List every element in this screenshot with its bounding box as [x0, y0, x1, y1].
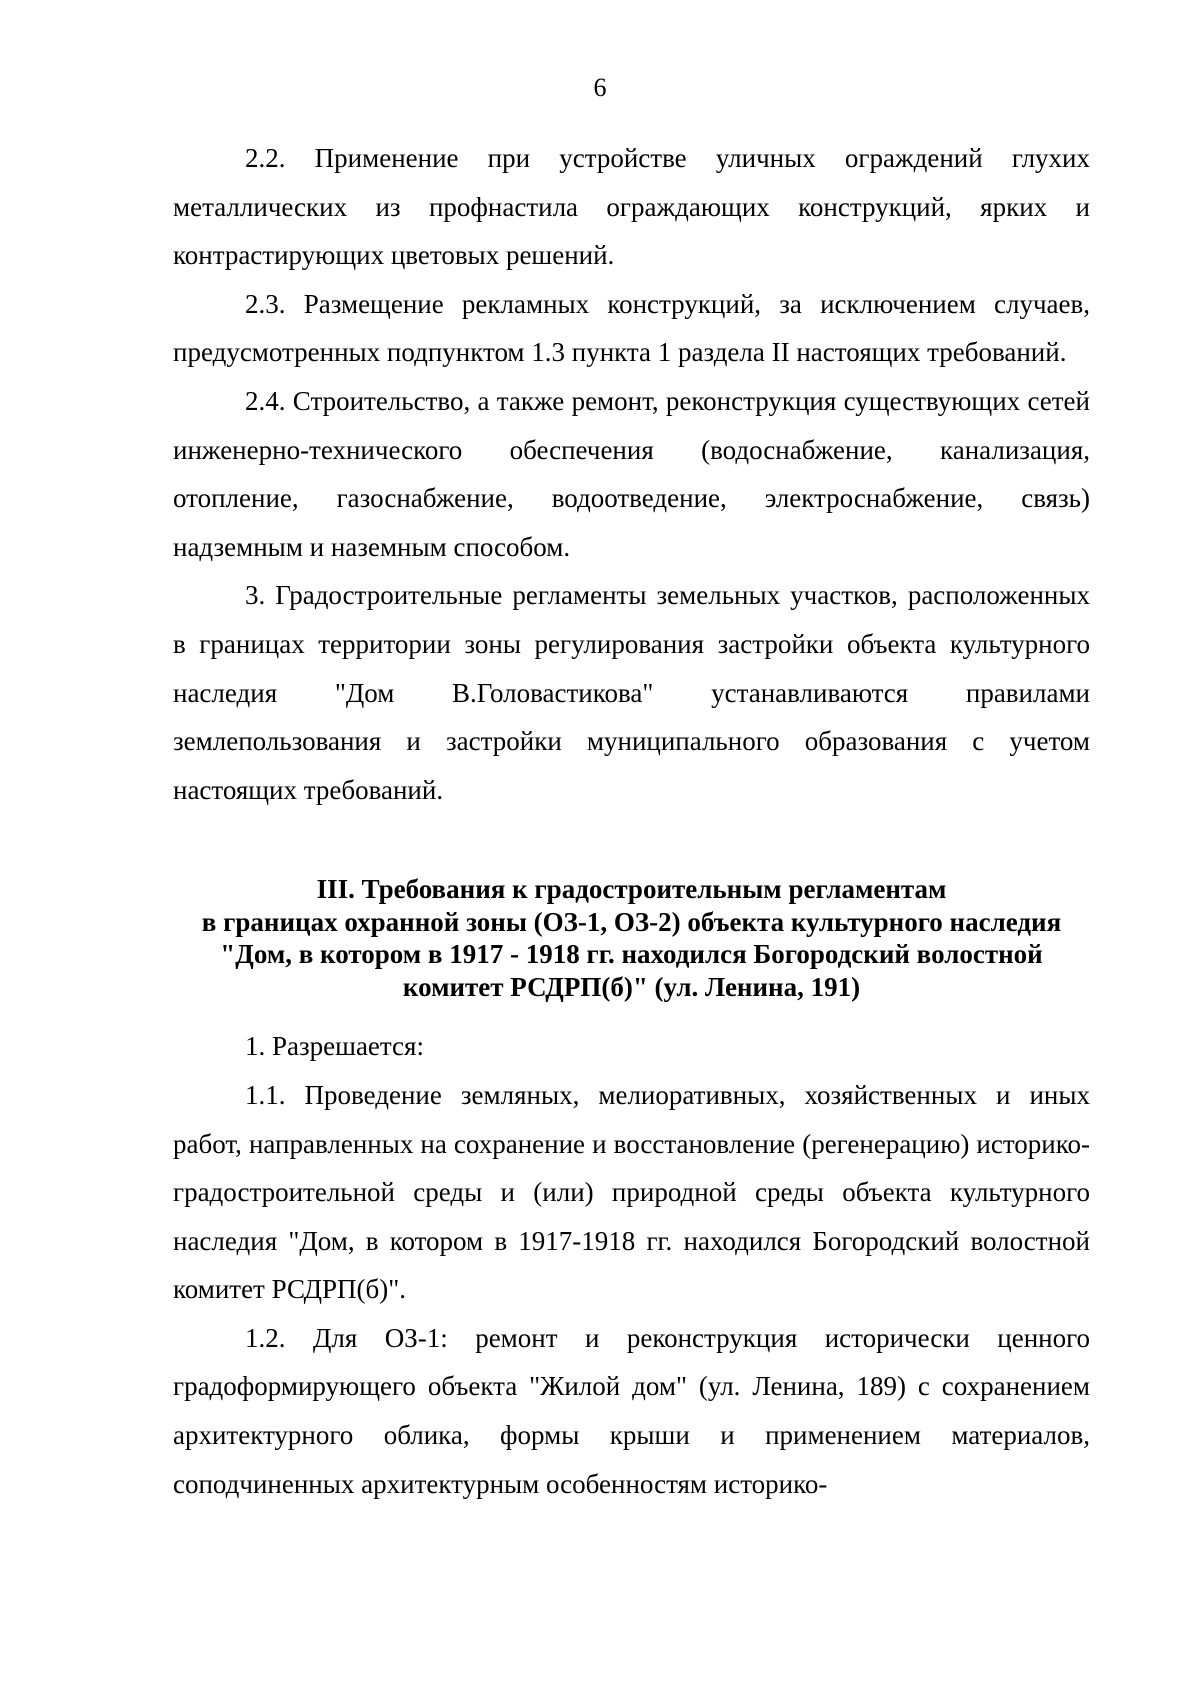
paragraph-1-1: 1.1. Проведение земляных, мелиоративных, хозяйственных и иных работ, направленных на сохранение и восстановление (регенерацию) историко-градостроительной среды и (или) природной среды объекта культурного наследия "Дом, в котором в 1917-1918 гг. находился Богородский волостной комитет РСДРП(б)". [173, 1079, 1090, 1305]
paragraph-2-3: 2.3. Размещение рекламных конструкций, за исключением случаев, предусмотренных подпунктом 1.3 пункта 1 раздела II настоящих требований. [173, 288, 1090, 368]
paragraph-1-2: 1.2. Для ОЗ-1: ремонт и реконструкция исторически ценного градоформирующего объекта "Жилой дом" (ул. Ленина, 189) с сохранением архитектурного облика, формы крыши и применением материалов, соподчиненных архитектурным особенностям историко- [173, 1322, 1090, 1499]
paragraph-1-allowed: 1. Разрешается: [245, 1031, 424, 1062]
paragraph-2-4: 2.4. Строительство, а также ремонт, реконструкция существующих сетей инженерно-технического обеспечения (водоснабжение, канализация, отопление, газоснабжение, водоотведение, электроснабжение, связь) надземным и наземным способом. [173, 385, 1090, 562]
section-heading-line: комитет РСДРП(б)" (ул. Ленина, 191) [402, 971, 861, 1002]
paragraph-2-2: 2.2. Применение при устройстве уличных ограждений глухих металлических из профнастила ограждающих конструкций, ярких и контрастирующих цветовых решений. [173, 143, 1090, 271]
section-heading-line: "Дом, в котором в 1917 - 1918 гг. находился Богородский волостной [220, 939, 1043, 970]
document-body [173, 134, 1090, 1508]
page-number: 6 [593, 73, 607, 102]
section-heading-line: III. Требования к градостроительным регламентам [316, 874, 947, 905]
section-heading [173, 873, 1090, 1003]
paragraph-3: 3. Градостроительные регламенты земельных участков, расположенных в границах территории зоны регулирования застройки объекта культурного наследия "Дом В.Головастикова" устанавливаются правилами землепользования и застройки муниципального образования с учетом настоящих требований. [173, 580, 1090, 805]
section-heading-line: в границах охранной зоны (ОЗ-1, ОЗ-2) объекта культурного наследия [201, 906, 1062, 937]
